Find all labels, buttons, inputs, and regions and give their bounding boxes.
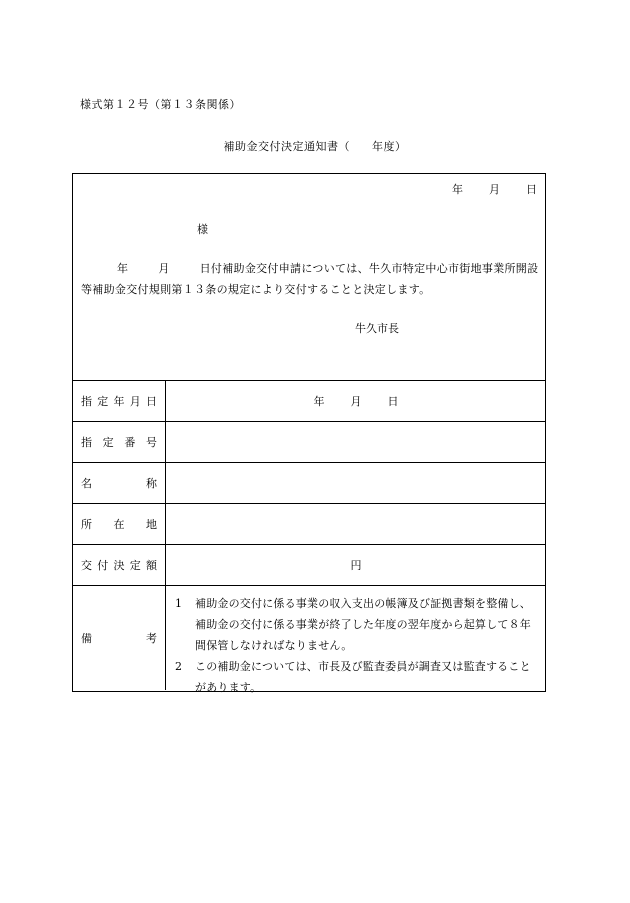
label-char: 月 <box>129 395 141 408</box>
label-char: 日 <box>146 395 157 408</box>
value-designation-number <box>167 422 545 462</box>
label-location <box>73 504 166 544</box>
label-char: 在 <box>113 518 125 531</box>
label-char: 指 <box>81 436 92 449</box>
label-char: 称 <box>146 477 157 490</box>
row-designation-date <box>73 381 545 422</box>
remark-item <box>175 656 541 698</box>
notice-body <box>81 258 543 300</box>
mayor-signature: 牛久市長 <box>355 322 399 335</box>
label-char: 地 <box>146 518 157 531</box>
title-suffix: 年度） <box>372 140 407 153</box>
issue-date-day: 日 <box>526 183 537 196</box>
row-grant-amount <box>73 545 545 586</box>
value-designation-date <box>167 381 545 421</box>
label-name <box>73 463 166 503</box>
row-name <box>73 463 545 504</box>
label-char: 考 <box>146 632 157 645</box>
yen-unit: 円 <box>350 559 362 572</box>
label-remarks <box>73 586 166 690</box>
body-year: 年 <box>117 262 129 275</box>
label-char: 名 <box>81 477 92 490</box>
label-char: 指 <box>81 395 92 408</box>
details-table <box>73 381 545 694</box>
label-char: 所 <box>81 518 92 531</box>
document-title <box>0 138 630 154</box>
label-char: 備 <box>81 632 92 645</box>
label-char: 年 <box>113 395 125 408</box>
issue-date-month: 月 <box>489 183 500 196</box>
remark-text: この補助金については、市長及び監査委員が調査又は監査することがあります。 <box>195 660 531 694</box>
remark-text: 補助金の交付に係る事業の収入支出の帳簿及び証拠書類を整備し、補助金の交付に係る事業が終了した年度の翌年度から起算して８年間保管しなければなりません。 <box>195 597 531 652</box>
label-char: 付 <box>97 559 109 572</box>
label-char: 額 <box>146 559 157 572</box>
designation-month: 月 <box>350 395 362 408</box>
value-grant-amount <box>167 545 545 585</box>
label-char: 決 <box>113 559 125 572</box>
addressee: 様 <box>197 223 208 236</box>
designation-year: 年 <box>313 395 325 408</box>
remark-number: 2 <box>175 660 183 673</box>
value-location <box>167 504 545 544</box>
designation-day: 日 <box>387 395 399 408</box>
label-grant-amount <box>73 545 166 585</box>
label-char: 番 <box>124 436 136 449</box>
title-main: 補助金交付決定通知書（ <box>223 140 350 153</box>
row-remarks <box>73 586 545 694</box>
label-char: 号 <box>145 436 157 449</box>
label-char: 定 <box>97 395 109 408</box>
issue-date-year: 年 <box>452 183 463 196</box>
notice-section <box>73 174 545 381</box>
remarks-content <box>167 586 545 694</box>
label-designation-number <box>73 422 166 462</box>
body-line2: 等補助金交付規則第１３条の規定により交付することと決定します。 <box>81 283 431 296</box>
label-designation-date <box>73 381 166 421</box>
notice-form <box>72 173 546 692</box>
value-name <box>167 463 545 503</box>
row-location <box>73 504 545 545</box>
label-char: 定 <box>129 559 141 572</box>
body-line1: 日付補助金交付申請については、牛久市特定中心市街地事業所開設 <box>199 262 539 275</box>
remark-number: 1 <box>175 597 183 610</box>
remark-item <box>175 593 541 656</box>
label-char: 交 <box>81 559 92 572</box>
label-char: 定 <box>102 436 114 449</box>
form-number: 様式第１２号（第１３条関係） <box>80 98 241 111</box>
body-month: 月 <box>158 262 170 275</box>
row-designation-number <box>73 422 545 463</box>
issue-date <box>452 181 537 197</box>
